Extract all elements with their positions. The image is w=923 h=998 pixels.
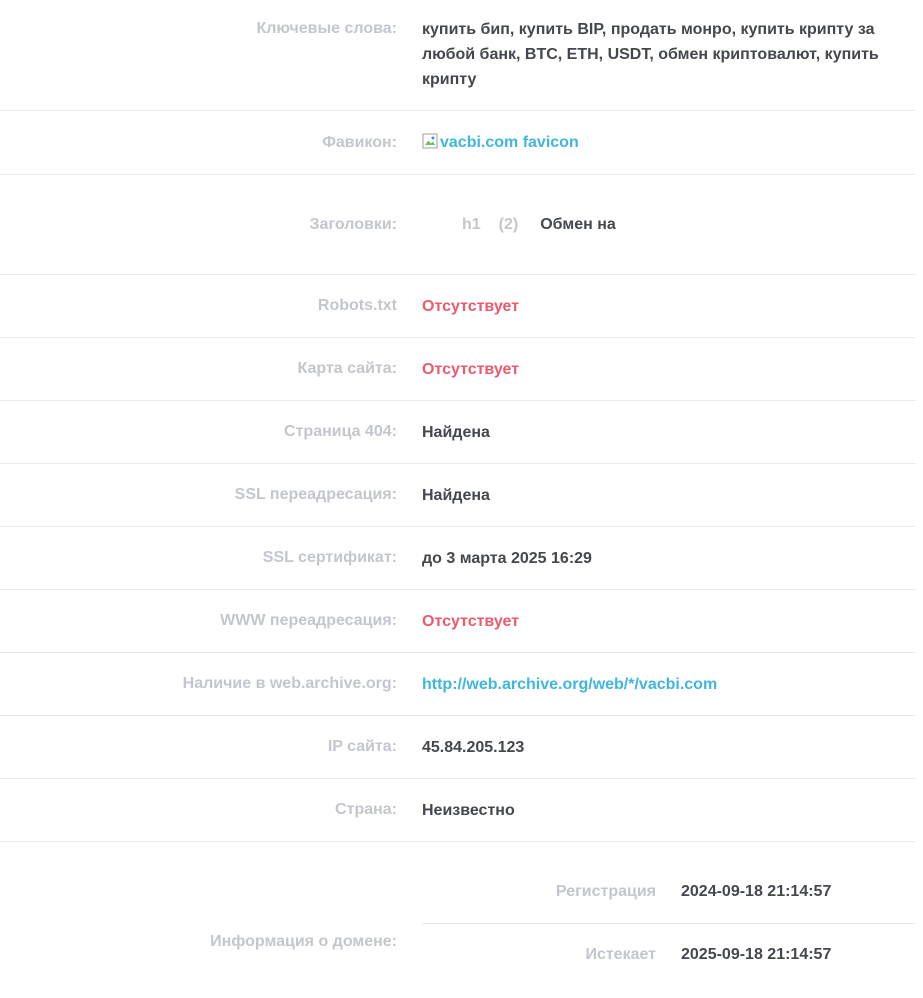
row-robots [0,275,916,338]
robots-label: Robots.txt [317,297,397,314]
www-redirect-value: Отсутствует [422,612,520,630]
row-headings [0,175,916,275]
ssl-cert-label: SSL сертификат: [262,549,397,566]
page404-label: Страница 404: [284,423,397,440]
ssl-redirect-value: Найдена [422,486,490,504]
www-redirect-label: WWW переадресация: [220,612,397,629]
domain-info-label: Информация о домене: [210,933,397,950]
heading-count: (2) [498,216,519,233]
domain-info-box [422,861,916,986]
row-www-redirect [0,590,916,653]
sitemap-label: Карта сайта: [297,360,397,377]
favicon-alt-text: vacbi.com favicon [440,134,579,151]
registration-label: Регистрация [555,883,656,900]
sitemap-value: Отсутствует [422,360,520,378]
headings-label: Заголовки: [309,215,397,233]
row-country [0,779,916,842]
page404-value: Найдена [422,423,490,441]
ssl-cert-value: до 3 марта 2025 16:29 [422,549,592,567]
registration-value: 2024-09-18 21:14:57 [681,883,832,900]
country-label: Страна: [335,801,397,818]
heading-tag: h1 [462,216,481,233]
row-domain-info [0,842,916,998]
archive-value [422,672,916,697]
row-ip [0,716,916,779]
expires-value: 2025-09-18 21:14:57 [681,946,832,963]
keywords-label: Ключевые слова: [256,20,397,37]
row-ssl-cert [0,527,916,590]
robots-value: Отсутствует [422,297,520,315]
row-ssl-redirect [0,464,916,527]
expires-label: Истекает [585,946,656,963]
favicon-value [422,130,916,155]
heading-text: Обмен на [540,216,616,233]
headings-value [422,212,916,237]
broken-image-icon [422,133,438,149]
row-page404 [0,401,916,464]
keywords-value: купить бип, купить BIP, продать монро, купить крипту за любой банк, BTC, ETH, USDT, обмен криптовалют, купить крипту [422,21,879,88]
domain-expires [422,924,916,986]
ssl-redirect-label: SSL переадресация: [234,486,397,503]
favicon-link[interactable] [422,134,579,151]
favicon-label: Фавикон: [322,133,397,151]
row-favicon [0,111,916,175]
ip-value: 45.84.205.123 [422,738,525,756]
row-keywords [0,0,916,111]
ip-label: IP сайта: [327,738,397,755]
country-value: Неизвестно [422,801,515,819]
row-sitemap [0,338,916,401]
domain-registration [422,861,916,924]
archive-link[interactable]: http://web.archive.org/web/*/vacbi.com [422,675,718,693]
archive-label: Наличие в web.archive.org: [182,675,397,692]
row-archive [0,653,916,716]
